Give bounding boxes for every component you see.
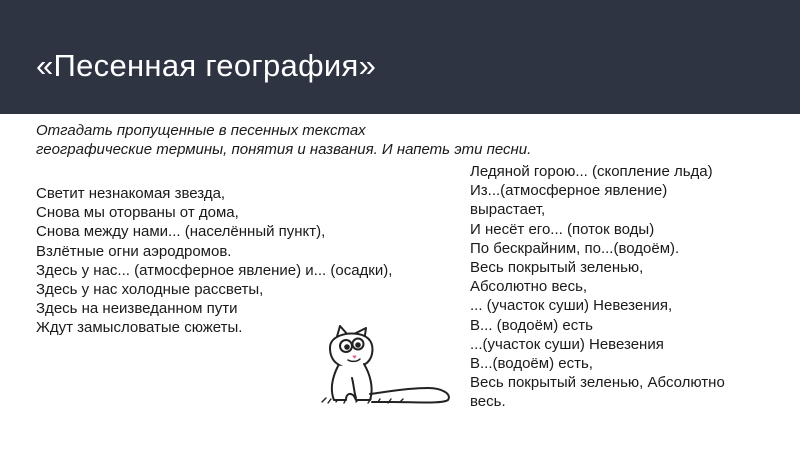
lyric-line: В... (водоём) есть: [470, 316, 593, 334]
lyric-line: ... (участок суши) Невезения,: [470, 297, 673, 315]
lyric-line: Ждут замысловатые сюжеты.: [36, 319, 243, 337]
lyric-line: Снова между нами... (населённый пункт),: [36, 223, 326, 241]
song-lyrics-right: [470, 162, 725, 412]
task-line: географические термины, понятия и названия. И напеть эти песни.: [36, 141, 532, 158]
lyric-line: В...(водоём) есть,: [470, 355, 593, 373]
task-instruction: [36, 121, 656, 159]
title-banner: [0, 0, 800, 114]
slide-title: «Песенная география»: [36, 48, 377, 83]
lyric-line: вырастает,: [470, 201, 546, 219]
lyric-line: весь.: [470, 393, 506, 411]
lyric-line: И несёт его... (поток воды): [470, 220, 655, 238]
lyric-line: Из...(атмосферное явление): [470, 182, 668, 200]
lyric-line: Весь покрытый зеленью,: [470, 259, 644, 277]
cartoon-cat-icon: [316, 322, 466, 406]
lyric-line: Здесь у нас... (атмосферное явление) и... (осадки),: [36, 261, 393, 279]
lyric-line: По бескрайним, по...(водоём).: [470, 239, 680, 257]
lyric-line: ...(участок суши) Невезения: [470, 335, 664, 353]
lyric-line: Взлётные огни аэродромов.: [36, 242, 232, 260]
lyric-line: Абсолютно весь,: [470, 278, 588, 296]
lyric-line: Здесь на неизведанном пути: [36, 300, 238, 318]
lyric-line: Весь покрытый зеленью, Абсолютно: [470, 374, 725, 392]
lyric-line: Снова мы оторваны от дома,: [36, 204, 239, 222]
lyric-line: Светит незнакомая звезда,: [36, 185, 226, 202]
lyric-line: Ледяной горою... (скопление льда): [470, 163, 713, 180]
lyric-line: Здесь у нас холодные рассветы,: [36, 281, 264, 299]
task-line: Отгадать пропущенные в песенных текстах: [36, 122, 366, 139]
song-lyrics-left: [36, 184, 392, 338]
